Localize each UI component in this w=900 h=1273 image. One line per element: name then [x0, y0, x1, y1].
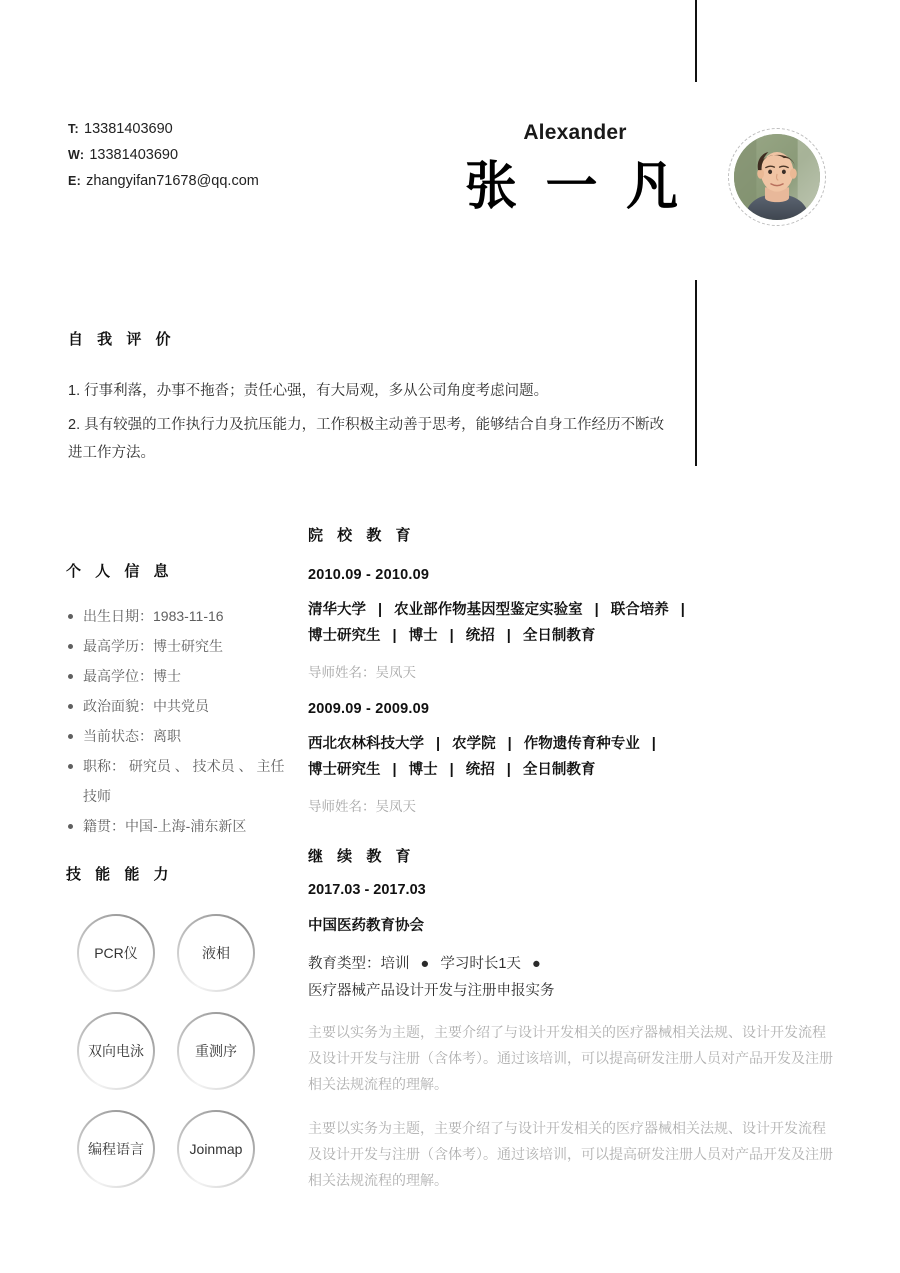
contact-row-email: [68, 168, 259, 194]
email-value: zhangyifan71678@qq.com: [86, 173, 259, 189]
vertical-divider-bottom: [695, 280, 697, 466]
education-detail: [308, 597, 838, 649]
contact-row-phone: [68, 116, 259, 142]
skill-badge: [166, 1002, 266, 1100]
separator-pipe: |: [392, 762, 397, 778]
list-item: 当前状态：离职: [66, 721, 296, 751]
personal-info-title: 个 人 信 息: [66, 563, 174, 580]
skills-title: 技 能 能 力: [66, 866, 174, 883]
skill-label: 编程语言: [88, 1141, 144, 1157]
separator-pipe: |: [392, 628, 397, 644]
skill-badge: [166, 1100, 266, 1198]
education-detail: [308, 731, 838, 783]
education-program: 联合培养: [610, 602, 669, 618]
education-advisor: 导师姓名：吴凤天: [308, 799, 416, 814]
list-item: 最高学历：博士研究生: [66, 631, 296, 661]
self-evaluation-title: 自 我 评 价: [68, 331, 176, 348]
continuing-education-duration: 学习时长1天: [440, 956, 521, 972]
list-item: 出生日期：1983-11-16: [66, 601, 296, 631]
separator-pipe: |: [378, 602, 383, 618]
separator-pipe: |: [449, 628, 454, 644]
name-block: [430, 118, 720, 222]
education-admission: 统招: [465, 762, 495, 778]
email-label: E:: [68, 174, 82, 188]
skill-badge: [66, 904, 166, 1002]
skill-badge: [166, 904, 266, 1002]
separator-pipe: |: [680, 602, 685, 618]
separator-pipe: |: [506, 762, 511, 778]
separator-dot: ●: [531, 956, 541, 972]
education-degree-level: 博士研究生: [308, 762, 381, 778]
resume-header: [0, 0, 900, 268]
wechat-value: 13381403690: [89, 147, 179, 163]
contact-block: [68, 116, 259, 194]
continuing-education-title: 继 续 教 育: [308, 848, 416, 865]
education-degree: 博士: [408, 628, 438, 644]
education-major: 作物遗传育种专业: [523, 736, 640, 752]
continuing-education-organization: 中国医药教育协会: [308, 918, 424, 934]
self-evaluation-paragraph-2: 2. 具有较强的工作执行力及抗压能力，工作积极主动善于思考，能够结合自身工作经历不断改进工作方法。: [68, 417, 665, 461]
self-evaluation-section: [68, 328, 668, 473]
contact-row-wechat: [68, 142, 259, 168]
personal-info-list: [66, 601, 296, 841]
education-entry: [308, 701, 838, 819]
skills-grid: [66, 904, 271, 1198]
phone-value: 13381403690: [84, 121, 173, 137]
skill-badge: [66, 1002, 166, 1100]
skill-label: Joinmap: [189, 1141, 243, 1157]
education-mode: 全日制教育: [522, 628, 596, 644]
education-lab: 农业部作物基因型鉴定实验室: [394, 602, 583, 618]
education-degree-level: 博士研究生: [308, 628, 381, 644]
list-item: 籍贯：中国-上海-浦东新区: [66, 811, 296, 841]
education-date: 2009.09 - 2009.09: [308, 701, 430, 717]
skill-label: 液相: [202, 945, 230, 961]
education-college: 农学院: [452, 736, 496, 752]
separator-dot: ●: [420, 956, 430, 972]
continuing-education-description: 主要以实务为主题，主要介绍了与设计开发相关的医疗器械相关法规、设计开发流程及设计开发与注册（含体考）。通过该培训，可以提高研发注册人员对产品开发及注册相关法规流程的理解。: [308, 1120, 833, 1188]
list-item: 职称： 研究员 、 技术员 、 主任技师: [66, 751, 296, 811]
separator-pipe: |: [507, 736, 512, 752]
education-mode: 全日制教育: [522, 762, 596, 778]
name-chinese: 张 一 凡: [465, 158, 685, 216]
education-degree: 博士: [408, 762, 438, 778]
right-column: [308, 524, 838, 1211]
avatar: [728, 128, 826, 226]
skill-badge: [66, 1100, 166, 1198]
separator-pipe: |: [436, 736, 441, 752]
education-date: 2010.09 - 2010.09: [308, 567, 430, 583]
education-advisor: 导师姓名：吴凤天: [308, 665, 416, 680]
continuing-education-description: 主要以实务为主题，主要介绍了与设计开发相关的医疗器械相关法规、设计开发流程及设计开发与注册（含体考）。通过该培训，可以提高研发注册人员对产品开发及注册相关法规流程的理解。: [308, 1024, 833, 1092]
separator-pipe: |: [594, 602, 599, 618]
wechat-label: W:: [68, 148, 85, 162]
skill-label: 双向电泳: [88, 1043, 144, 1059]
separator-pipe: |: [506, 628, 511, 644]
self-evaluation-paragraph-1: 1. 行事利落，办事不拖沓；责任心强，有大局观，多从公司角度考虑问题。: [68, 383, 549, 399]
skill-label: 重测序: [195, 1043, 237, 1059]
separator-pipe: |: [449, 762, 454, 778]
list-item: 政治面貌：中共党员: [66, 691, 296, 721]
education-entry: [308, 567, 838, 685]
education-admission: 统招: [465, 628, 495, 644]
education-title: 院 校 教 育: [308, 527, 416, 544]
continuing-education-course: 医疗器械产品设计开发与注册申报实务: [308, 983, 555, 999]
phone-label: T:: [68, 122, 80, 136]
list-item: 最高学位：博士: [66, 661, 296, 691]
skill-label: PCR仪: [94, 945, 138, 961]
continuing-education-meta: [308, 951, 838, 1005]
education-school: 西北农林科技大学: [308, 736, 424, 752]
left-column: [66, 560, 296, 1198]
continuing-education-date: 2017.03 - 2017.03: [308, 882, 426, 898]
name-english: Alexander: [523, 121, 627, 144]
education-school: 清华大学: [308, 602, 366, 618]
continuing-education-type: 教育类型：培训: [308, 956, 410, 972]
separator-pipe: |: [651, 736, 656, 752]
avatar-photo: [734, 134, 820, 220]
